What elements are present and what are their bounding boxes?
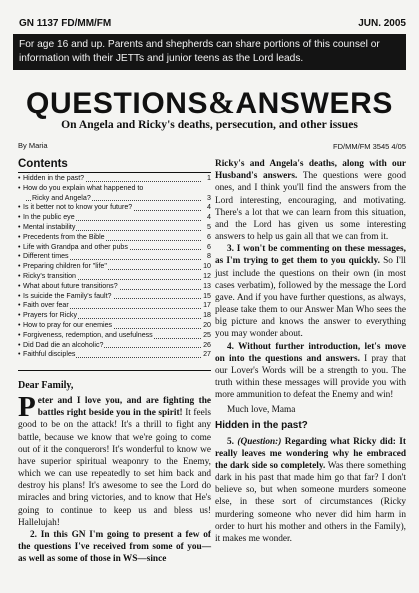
letter-p2-bold: 2. In this GN I'm going to present a few of the questions I've received from some of you—as well as some of those in WS—since [18,529,211,565]
contents-item[interactable] [18,184,211,194]
letter-paragraph-2 [18,529,211,565]
contents-item-page: 8 [207,252,211,261]
contents-item-title: Life with Grandpa and other pubs [23,242,128,251]
table-of-contents [18,158,211,360]
bullet-icon: • [18,301,21,310]
right-paragraph-5 [215,436,406,545]
drop-cap: P [18,391,36,424]
right-p4-bold: 4. Without further introduction, let's move on into the questions and answers. [215,341,406,364]
right-column [215,141,406,545]
contents-item-title: Did Dad die an alcoholic? [23,340,104,349]
right-p3-text: So I'll just include the questions on their own (in most cases verbatim), followed by the message the Lord gave. And if you have further questions, as always, please take them to our Answer Man Who sees the big picture and knows the answer to everything you may wonder about. [215,256,406,340]
contents-item-title: Preparing children for "life" [23,262,107,271]
right-p5-num: 5. [227,436,238,447]
bullet-icon: • [18,174,21,182]
contents-item-title: Faithful disciples [23,350,76,359]
contents-item-title: Forgiveness, redemption, and usefulness [23,330,153,339]
page-header [19,18,406,32]
bullet-icon: • [18,213,21,222]
right-paragraph-4 [215,341,406,402]
contents-heading: Contents [18,158,68,170]
letter-p1-text: It feels good to be on the attack! It's a thrill to fight any battle, because we know that we're going to come out of it the conquerors! It's wonderful to know we have superior spiritual weaponry to the Enemy, which we can use repeatedly to set him back and destroy his plans! It's awesome to see the Lord do miracles and bring victories, and to know that He's going to continue to keep us and bless us! Hallelujah! [18,408,211,528]
right-p1-bold: Ricky's and Angela's deaths, along with our Husband's answers. [215,159,406,182]
contents-item-title: Is suicide the Family's fault? [23,291,112,300]
contents-item-page: 5 [207,222,211,231]
contents-item-page: 12 [203,271,211,280]
section-heading: Hidden in the past? [215,420,308,432]
bullet-icon: • [18,311,21,320]
byline: By Maria [18,141,48,150]
right-paragraph-3 [215,243,406,340]
right-p1-text: The questions were good ones, and I think you'll find the answers from the Lord interesting, encouraging, and motivating. There's a lot that we can learn from this situation, and the Lord has given us some interesting answers to help us gain all that we can from it. [215,171,406,243]
contents-item-title: Different times [23,252,69,261]
contents-item-page: 26 [203,340,211,349]
contents-item-title: Prayers for Ricky [23,311,77,320]
contents-item[interactable] [18,321,211,331]
bullet-icon: • [18,252,21,261]
contents-item[interactable] [18,243,211,253]
right-p5-text: Was there something dark in his past that made him go that far? I don't believe so, but when someone murders someone else, in these sort of circumstances (Ricky murdering someone who never did him harm in order to hurt his mother and others in the Family), it makes me wonder. [215,460,406,544]
contents-item[interactable] [18,331,211,341]
contents-item[interactable] [18,341,211,351]
contents-rule [18,172,211,173]
letter-greeting: Dear Family, [18,380,74,391]
bullet-icon: • [18,203,21,212]
contents-item-page: 20 [203,320,211,329]
bullet-icon: • [18,340,21,349]
issue-code: GN 1137 FD/MM/FM [19,18,112,29]
signoff: Much love, Mama [227,405,296,416]
contents-item[interactable] [18,262,211,272]
contents-item[interactable] [18,282,211,292]
bullet-icon: • [18,281,21,290]
contents-end-rule [18,370,211,371]
contents-item-page: 15 [203,291,211,300]
contents-item-page: 10 [203,262,211,271]
contents-item[interactable] [18,223,211,233]
contents-item-title: How to pray for our enemies [23,320,113,329]
letter-column [18,380,211,565]
contents-item[interactable] [18,292,211,302]
bullet-icon: • [18,320,21,329]
bullet-icon: • [18,262,21,271]
title-ampersand: & [208,84,236,120]
contents-item-page: 18 [203,311,211,320]
contents-item-page: 4 [207,213,211,222]
page-title [0,85,419,121]
title-part-2: ANSWERS [235,87,393,120]
bullet-icon: • [18,232,21,241]
title-part-1: QUESTIONS [26,87,209,120]
contents-list [18,174,211,360]
contents-item[interactable] [18,301,211,311]
contents-item-page: 27 [203,350,211,359]
right-p5-question-label: (Question:) [237,436,282,447]
contents-item-title: Precedents from the Bible [23,232,105,241]
bullet-icon: • [18,222,21,231]
contents-item-page: 17 [203,301,211,310]
document-code: FD/MM/FM 3545 4/05 [333,142,406,151]
bullet-icon: • [18,271,21,280]
contents-item[interactable] [18,194,211,204]
contents-item[interactable] [18,252,211,262]
contents-item[interactable] [18,174,211,184]
contents-item[interactable] [18,311,211,321]
bullet-icon: • [18,183,21,192]
contents-item-page: 6 [207,242,211,251]
right-p4-text: I pray that our Lover's Words will be a strength to you. The truth within these messages will provide you with more ammunition to defeat the Enemy and win! [215,353,407,401]
bullet-icon: • [18,242,21,251]
audience-banner-text: For age 16 and up. Parents and shepherds can share portions of this counsel or information with their JETTs and junior teens as the Lord leads. [19,39,380,64]
contents-item-page: 6 [207,232,211,241]
page-subtitle: On Angela and Ricky's deaths, persecution, and other issues [61,118,358,131]
contents-item-page: 13 [203,281,211,290]
contents-item[interactable] [18,233,211,243]
contents-item-page: 4 [207,203,211,212]
contents-item[interactable] [18,350,211,360]
contents-item-page: 1 [207,174,211,182]
letter-p1-bold: eter and I love you, and are fighting the battles right beside you in the spirit! [37,396,211,419]
contents-item-title: What about future transitions? [23,281,118,290]
right-p3-bold: 3. I won't be commenting on these messages, as I'm trying to get them to you quickly. [215,244,406,267]
contents-item[interactable] [18,272,211,282]
contents-item-title: Mental instability [23,222,76,231]
contents-item-title: Is it better not to know your future? [23,203,133,212]
contents-item-title: Faith over fear [23,301,69,310]
audience-banner [13,34,406,70]
contents-item-title: Ricky's transition [23,271,76,280]
right-paragraph-1 [215,158,406,243]
contents-item[interactable] [18,203,211,213]
contents-item-title: Ricky and Angela? [32,193,91,202]
contents-item-title: Hidden in the past? [23,174,85,182]
right-p5-bold: Regarding what Ricky did: It really leaves me wondering why he embraced the dark side so completely. [215,436,407,471]
issue-date: JUN. 2005 [358,18,406,29]
bullet-icon: • [18,291,21,300]
contents-item[interactable] [18,213,211,223]
bullet-icon: • [18,350,21,359]
letter-paragraph-1 [18,391,211,529]
contents-item-page: 3 [207,193,211,202]
contents-item-title: How do you explain what happened to [23,183,144,192]
contents-item-title: In the public eye [23,213,75,222]
bullet-icon: • [18,330,21,339]
contents-item-page: 25 [203,330,211,339]
